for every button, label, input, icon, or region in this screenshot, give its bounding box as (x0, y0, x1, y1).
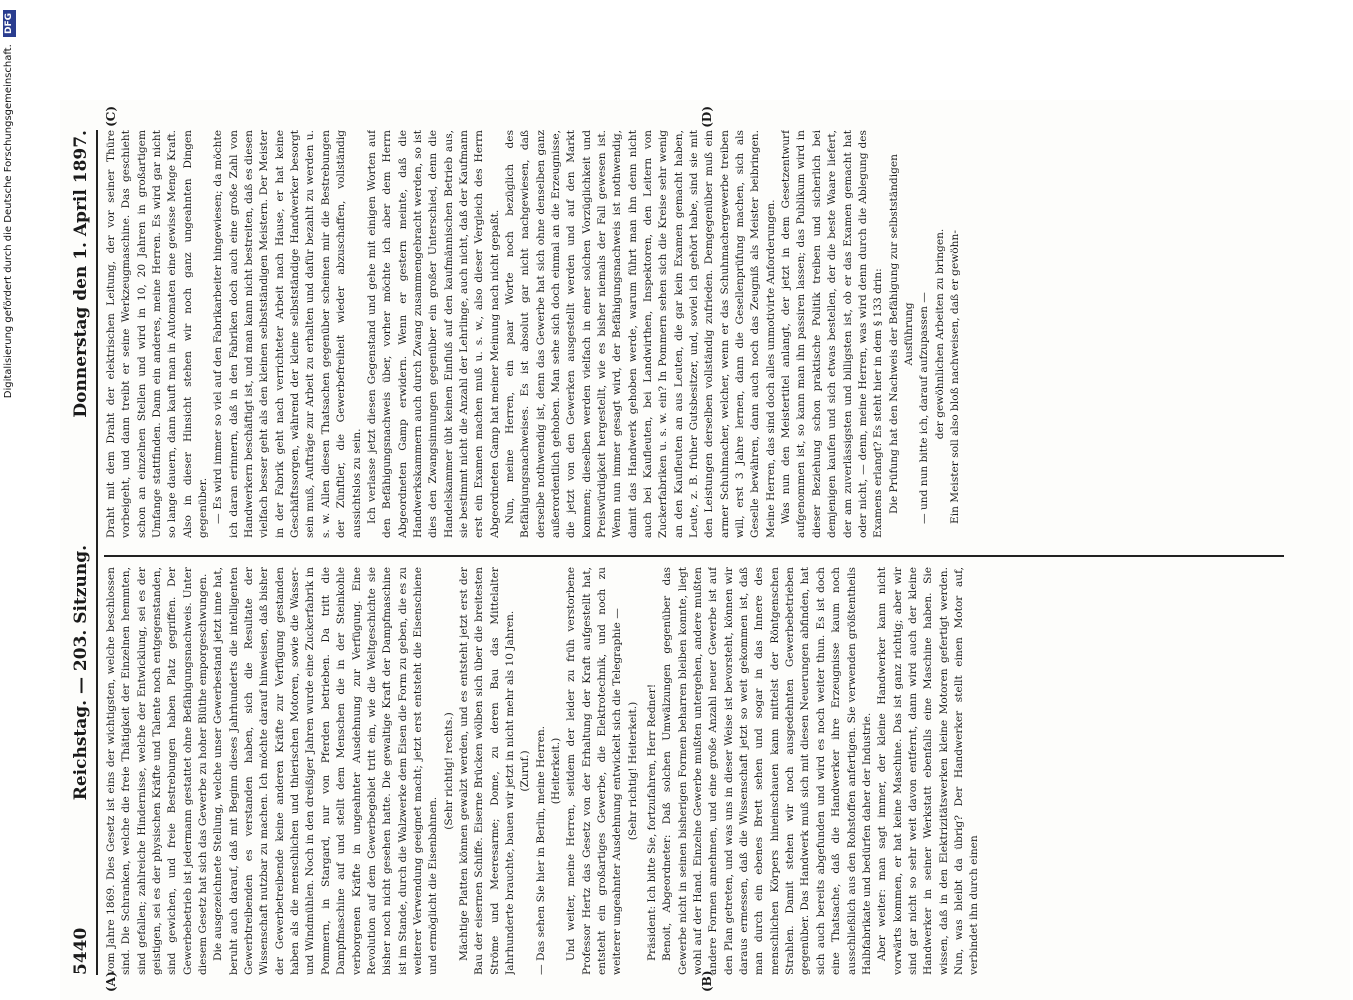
paragraph: vom Jahre 1869. Dies Gesetz ist eins der wichtigsten, welche beschlossen sind. Die Schranken, welche die freie Thätigkeit der Einzelnen hemmten, sind gefallen; zahlreiche Hindernisse, welche der Entwicklung, sei es der geistigen, sei es der physischen Kräfte und Talente noch entgegenstanden, sind gewichen, und freie Bestrebungen haben Platz gegriffen. Der Gewerbebetrieb ist jedermann gestattet ohne Befähigungsnachweis. Unter diesem Gesetz hat sich das Gewerbe zu hoher Blüthe emporgeschwungen. (105, 567, 210, 975)
credit-text: Digitalisierung gefördert durch die Deutsche Forschungsgemeinschaft. (3, 44, 14, 399)
digitization-credit (0, 0, 18, 1000)
margin-marker-c: (C) (104, 106, 118, 127)
speaker-benoit: Benoit, Abgeordneter: Daß solchen Umwälzungen gegenüber das Gewerbe nicht in seinen bisherigen Formen beharren bleiben konnte, liegt wohl auf der Hand. Einzelne Gewerbe mußten untergehen, andere mußten andere Formen annehmen, und eine große Anzahl neuer Gewerbe ist auf den Plan getreten, und was uns in dieser Weise ist bevorsteht, können wir daraus ermessen, daß die Wissenschaft jetzt so weit gekommen ist, daß man durch ein ebenes Brett sehen und sogar in das Innere des menschlichen Körpers hineinschauen kann mittelst der Röntgenschen Strahlen. Damit stehen wir noch ausgedehnten Gewerbebetrieben gegenüber. Das Handwerk muß sich mit diesen Neuerungen abfinden, hat sich auch bereits abgefunden und wird es noch weiter thun. Es ist doch eine Thatsache, daß die Handwerker ihre Erzeugnisse kaum noch ausschließlich aus den Rohstoffen anfertigen. Sie verwenden größtentheils Halbfabrikate und bedürfen daher der Industrie. (661, 567, 873, 975)
paragraph: Und weiter, meine Herren, seitdem der leider zu früh verstorbene Professor Hertz das Gesetz von der Erhaltung der Kraft aufgestellt hat, entsteht ein großartiges Gewerbe, die Elektrotechnik, und noch zu weiterer ungeahnter Ausdehnung entwickelt sich die Telegraphie — (565, 567, 624, 975)
margin-marker-a: (A) (104, 971, 118, 992)
interjection: (Zuruf.) (519, 750, 532, 792)
paragraph: Mächtige Platten können gewalzt werden, und es entsteht jetzt erst der Bau der eisernen Schiffe. Eiserne Brücken wölben sich über die breitesten Ströme und Meeresarme; Dome, zu deren Bau das Mittelalter Jahrhunderte brauchte, bauen wir jetzt in nicht mehr als 10 Jahren. (457, 567, 516, 975)
paragraph: Draht mit dem Draht der elektrischen Leitung, der vor seiner Thüre vorbeigeht, und dann treibt er seine Werkzeugmaschine. Das geschieht schon an einzelnen Stellen und wird in 10, 20 Jahren in großartigem Umfange stattfinden. Dann ein anderes, meine Herren. Es wird gar nicht so lange dauern, dann kauft man in Automaten eine gewisse Menge Kraft. Also in dieser Hinsicht stehen wir noch ganz ungeahnten Dingen gegenüber. (105, 130, 210, 538)
right-column (104, 130, 1284, 538)
paragraph: Ein Meister soll also bloß nachweisen, daß er gewöhn- (948, 230, 961, 524)
page-header (68, 130, 94, 975)
rotated-document-page (60, 100, 1350, 1000)
page-date: Donnerstag den 1. April 1897. (71, 130, 91, 418)
paragraph: Ich verlasse jetzt diesen Gegenstand und gehe mit einigen Worten auf den Befähigungsnachweis über, vorher möchte ich aber dem Herrn Abgeordneten Gamp erwidern. Wenn er gestern meinte, daß die Handwerkskammern auch durch Zwang zusammengebracht werden, so ist dies den Zwangsinnungen gegenüber ein großer Unterschied, denn die Handelskammer übt keinen Einfluß auf den kaufmännischen Betrieb aus, sie bestimmt nicht die Anzahl der Lehrlinge, auch nicht, daß der Kaufmann erst ein Examen machen muß u. s. w., also dieser Vergleich des Herrn Abgeordneten Gamp hat meiner Meinung nach nicht gepaßt. (365, 130, 501, 538)
paragraph: — und nun bitte ich, darauf aufzupassen — (918, 292, 931, 524)
dfg-logo: DFG (3, 10, 16, 37)
paragraph: Was nun den Meistertitel anlangt, der jetzt in dem Gesetzentwurf aufgenommen ist, so kann man ihn passiren lassen; das Publikum wird in dieser Beziehung schon praktische Politik treiben und sicherlich bei demjenigen kaufen und sich etwas bestellen, der die beste Waare liefert, der am zuverlässigsten und billigsten ist, ob er das Examen gemacht hat oder nicht, — denn, meine Herren, was wird denn durch die Ablegung des Examens erlangt? Es steht hier in dem § 133 drin: (780, 130, 885, 538)
margin-marker-b: (B) (700, 970, 714, 992)
margin-marker-d: (D) (700, 106, 714, 128)
left-column (104, 567, 1284, 975)
interjection: (Heiterkeit.) (549, 737, 562, 805)
header-rule (96, 130, 98, 975)
paragraph: — Das sehen Sie hier in Berlin, meine Herren. (534, 725, 547, 975)
quotation: der gewöhnlichen Arbeiten zu bringen. (933, 228, 946, 440)
page-number: 5440 (71, 927, 91, 975)
paragraph: Aber weiter: man sagt immer, der kleine Handwerker kann nicht vorwärts kommen, er hat keine Maschine. Das ist ganz richtig; aber wir sind gar nicht so sehr weit davon entfernt, dann wird auch der kleine Handwerker in seiner Werkstatt ebenfalls eine Maschine haben. Sie wissen, daß in den Elektrizitätswerken kleine Motoren gefertigt werden. Nun, was bleibt da übrig? Der Handwerker stellt einen Motor auf, verbindet ihn durch einen (876, 567, 981, 975)
quotation: Die Prüfung hat den Nachweis der Befähigung zur selbstständigen Ausführung (887, 154, 915, 514)
speaker-president: Präsident: Ich bitte Sie, fortzufahren, Herr Redner! (646, 683, 659, 961)
interjection: (Sehr richtig! Heiterkeit.) (626, 701, 639, 841)
page-title: Reichstag. — 203. Sitzung. (71, 544, 91, 801)
paragraph: — Es wird immer so viel auf den Fabrikarbeiter hingewiesen; da möchte ich daran erinnern, daß in den Fabriken doch auch eine große Zahl von Handwerkern beschäftigt ist, und man kann nicht bestreiten, daß es diesen vielfach besser geht als den kleinen selbstständigen Meistern. Der Meister in der Fabrik geht nach verrichteter Arbeit nach Hause, er hat keine Geschäftssorgen, während der kleine selbstständige Handwerker besorgt sein muß, Aufträge zur Arbeit zu erhalten und dafür bezahlt zu werden u. s. w. Allen diesen Thatsachen gegenüber scheinen mir die Bestrebungen der Zünftler, die Gewerbefreiheit wieder abzuschaffen, vollständig aussichtslos zu sein. (212, 130, 363, 538)
interjection: (Sehr richtig! rechts.) (442, 712, 455, 830)
column-divider (104, 555, 1284, 557)
paragraph: Nun, meine Herren, ein paar Worte noch bezüglich des Befähigungsnachweises. Es ist absolut gar nicht nachgewiesen, daß derselbe nothwendig ist, denn das Gewerbe hat sich ohne denselben ganz außerordentlich gehoben. Man sehe sich doch einmal an die Erzeugnisse, die jetzt von den Gewerken ausgestellt werden und auf den Markt kommen; dieselben werden vielfach in einer solchen Vorzüglichkeit und Preiswürdigkeit hergestellt, wie es bisher niemals der Fall gewesen ist. Wenn nun immer gesagt wird, der Befähigungsnachweis ist nothwendig, damit das Handwerk gehoben werde, warum führt man ihn denn nicht auch bei Kaufleuten, bei Landwirthen, Inspektoren, den Leitern von Zuckerfabriken u. s. w. ein? In Pommern sehen sich die Kreise sehr wenig an den Kaufleuten an aus Leuten, die gar kein Examen gemacht haben, Leute, z. B. früher Gutsbesitzer, und, soviel ich gehört habe, sind sie mit den Leistungen derselben vollständig zufrieden. Demgegenüber muß ein armer Schuhmacher, welcher, wenn er das Schuhmachergewerbe treiben will, erst 3 Jahre lernen, dann die Gesellenprüfung machen, sich als Geselle bewähren, dann auch noch das Zeugniß als Meister beibringen. Meine Herren, das sind doch alles unmotivirte Anforderungen. (503, 130, 777, 538)
paragraph: Die ausgezeichnete Stellung, welche unser Gewerbestand jetzt inne hat, beruht auch darauf, daß mit Beginn dieses Jahrhunderts die intelligenten Gewerbtreibenden es verstanden haben, sich die Resultate der Wissenschaft nutzbar zu machen. Ich möchte darauf hinweisen, daß bisher der Gewerbetreibende keine anderen Kräfte zur Verfügung gestanden haben als die menschlichen und thierischen Motoren, sowie die Wasser- und Windmühlen. Noch in den dreißiger Jahren wurde eine Zuckerfabrik in Pommern, in Stargard, nur von Pferden betrieben. Da tritt die Dampfmaschine auf und stellt dem Menschen die in der Steinkohle verborgenen Kräfte in ungeahnter Ausdehnung zur Verfügung. Eine Revolution auf dem Gewerbegebiet tritt ein, wie die Weltgeschichte sie bisher noch nicht gesehen hatte. Die gewaltige Kraft der Dampfmaschine ist im Stande, durch die Walzwerke dem Eisen die Form zu geben, die es zu weiterer Verwendung geeignet macht; jetzt erst entsteht die Eisenschiene und ermöglicht die Eisenbahnen. (212, 567, 440, 975)
